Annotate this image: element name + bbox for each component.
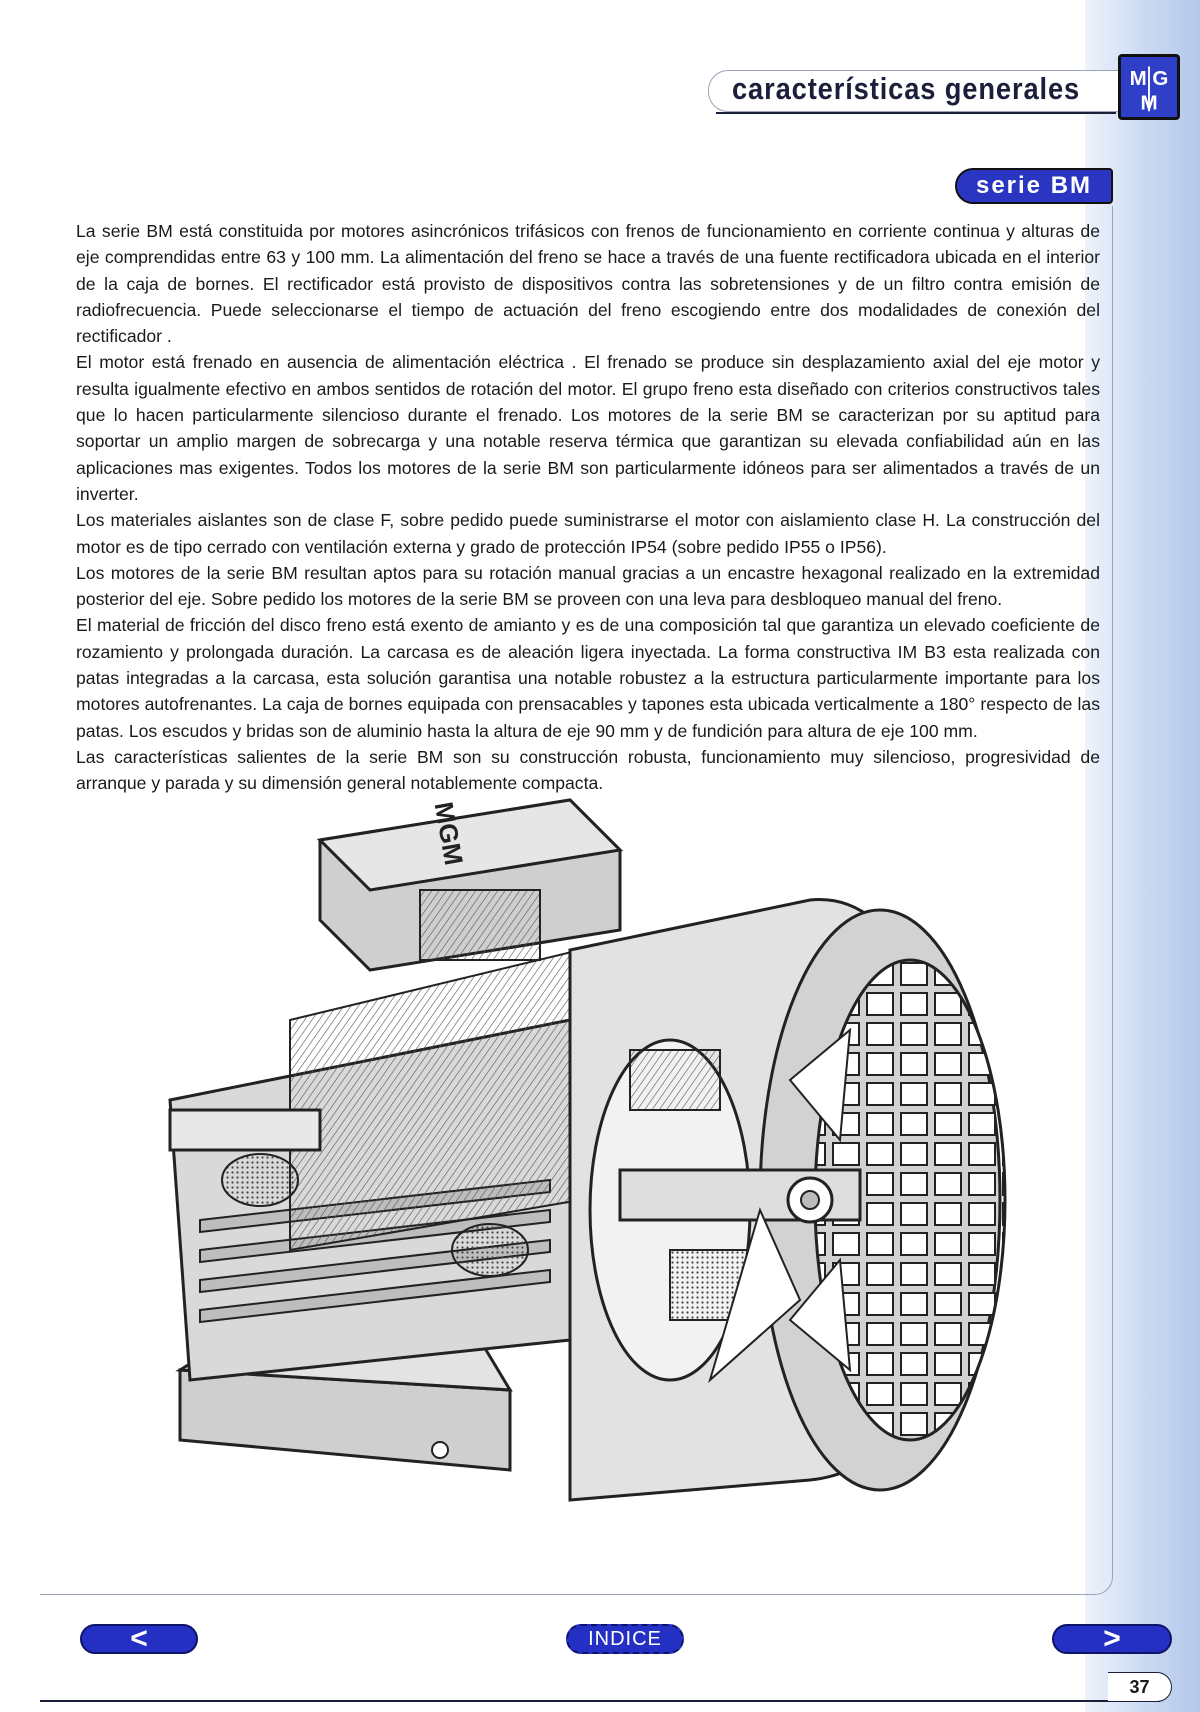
previous-page-button[interactable]: < <box>80 1624 198 1654</box>
page-number: 37 <box>1108 1672 1172 1702</box>
paragraph: El motor está frenado en ausencia de alimentación eléctrica . El frenado se produce sin desplazamiento axial del eje motor y resulta igualmente efectivo en ambos sentidos de rotación del motor. El grupo freno esta diseñado con criterios constructivos tales que lo hacen particularmente silencioso durante el frenado. Los motores de la serie BM se caracterizan por su aptitud para soportar un amplio margen de sobrecarga y una notable reserva térmica que garantizan su elevada confiabilidad aún en las aplicaciones mas exigentes. Todos los motores de la serie BM son particularmente idóneos para ser alimentados a través de un inverter. <box>76 352 1100 504</box>
motor-shaft <box>170 1110 320 1150</box>
terminal-box-logo: MGM <box>428 799 470 868</box>
svg-text:M G: M G <box>1129 67 1169 91</box>
page-title: características generales <box>732 71 1081 106</box>
mgm-logo <box>1118 54 1180 120</box>
paragraph: La serie BM está constituida por motores asincrónicos trifásicos con frenos de funcionamiento en corriente continua y alturas de eje comprendidas entre 63 y 100 mm. La alimentación del freno se hace a través de una fuente rectificadora ubicada en el interior de la caja de bornes. El rectificador está provisto de dispositivos contra las sobretensiones y de un filtro contra emisión de radiofrecuencia. Puede seleccionarse el tiempo de actuación del freno escogiendo entre dos modalidades de conexión del rectificador . <box>76 221 1100 347</box>
paragraph: Los materiales aislantes son de clase F, sobre pedido puede suministrarse el motor con aislamiento clase H. La construcción del motor es de tipo cerrado con ventilación externa y grado de protección IP54 (sobre pedido IP55 o IP56). <box>76 510 1100 557</box>
mgm-logo-glyph <box>1121 57 1177 117</box>
brake-motor-cutaway-illustration <box>150 780 1060 1530</box>
paragraph: El material de fricción del disco freno está exento de amianto y es de una composición tal que garantiza un elevado coeficiente de rozamiento y prolongada duración. La carcasa es de aleación ligera inyectada. La forma constructiva IM B3 esta realizada con patas integradas a la carcasa, esta solución garantisa una notable robustez a la estructura particularmente importante para los motores autofrenantes. La caja de bornes equipada con prensacables y tapones esta ubicada verticalmente a 180° respecto de las patas. Los escudos y bridas son de aluminio hasta la altura de eje 90 mm y de fundición para altura de eje 100 mm. <box>76 615 1100 741</box>
stator-windings <box>290 950 580 1250</box>
next-page-button[interactable]: > <box>1052 1624 1172 1654</box>
series-badge: serie BM <box>955 168 1113 204</box>
footer-rule <box>40 1700 1160 1702</box>
paragraph: Los motores de la serie BM resultan aptos para su rotación manual gracias a un encastre hexagonal realizado en la extremidad posterior del eje. Sobre pedido los motores de la serie BM se proveen con una leva para desbloqueo manual del freno. <box>76 562 1100 610</box>
paragraph: Las características salientes de la serie BM son su construcción robusta, funcionamiento muy silencioso, progresividad de arranque y parada y su dimensión general notablemente compacta. <box>76 746 1100 794</box>
svg-text:M: M <box>1140 91 1158 115</box>
header-rule <box>716 112 1116 114</box>
body-text <box>76 218 1100 797</box>
index-button[interactable]: INDICE <box>566 1624 684 1654</box>
